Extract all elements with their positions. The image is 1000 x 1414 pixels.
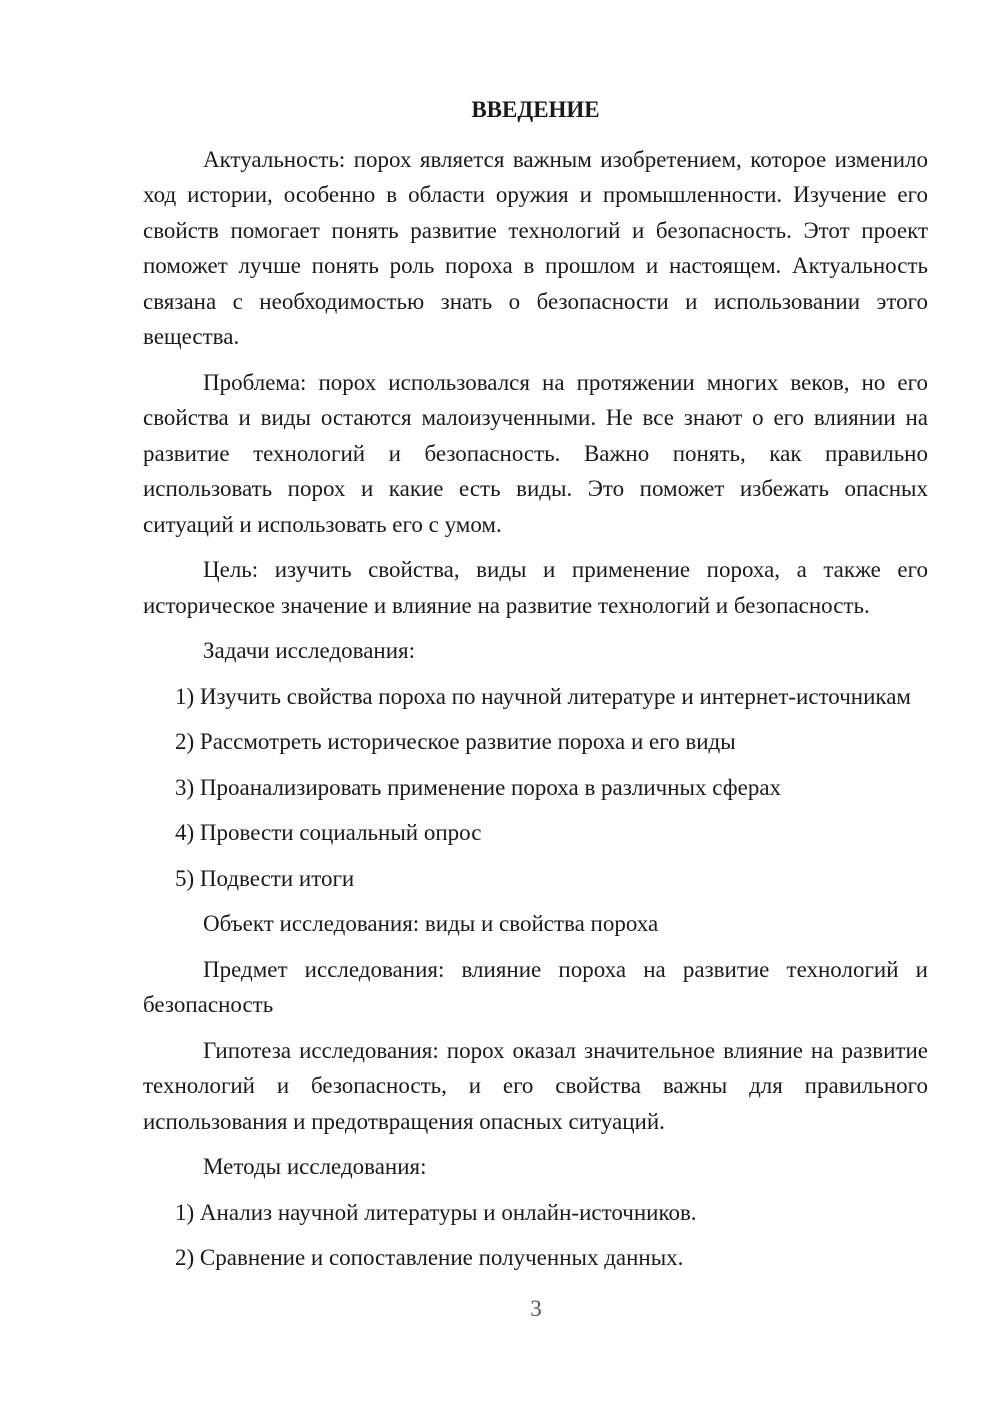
problem-paragraph: Проблема: порох использовался на протяжении многих веков, но его свойства и виды остаются малоизученными. Не все знают о его влиянии на развитие технологий и безопасность. Важно понять, как правильно использовать порох и какие есть виды. Это поможет избежать опасных ситуаций и использовать его с умом.: [143, 369, 928, 537]
page-number: 3: [530, 1296, 542, 1321]
methods-title: Методы исследования:: [203, 1154, 427, 1179]
task-item-2: 2) Рассмотреть историческое развитие пороха и его виды: [175, 729, 736, 754]
subject-paragraph: Предмет исследования: влияние пороха на развитие технологий и безопасность: [143, 956, 928, 1017]
hypothesis-paragraph: Гипотеза исследования: порох оказал значительное влияние на развитие технологий и безопасность, и его свойства важны для правильного использования и предотвращения опасных ситуаций.: [143, 1037, 928, 1134]
task-item-3: 3) Проанализировать применение пороха в различных сферах: [175, 774, 782, 800]
goal-paragraph: Цель: изучить свойства, виды и применение пороха, а также его историческое значение и влияние на развитие технологий и безопасность.: [143, 557, 928, 618]
tasks-title: Задачи исследования:: [203, 638, 416, 663]
page-title: ВВЕДЕНИЕ: [471, 97, 600, 122]
method-item-1: 1) Анализ научной литературы и онлайн-источников.: [175, 1199, 697, 1225]
task-item-5: 5) Подвести итоги: [175, 865, 355, 891]
object-paragraph: Объект исследования: виды и свойства пороха: [203, 911, 659, 936]
method-item-2: 2) Сравнение и сопоставление полученных данных.: [175, 1245, 684, 1270]
page-content: [143, 92, 928, 1286]
task-item-4: 4) Провести социальный опрос: [175, 820, 482, 845]
task-item-1: 1) Изучить свойства пороха по научной литературе и интернет-источникам: [175, 683, 911, 709]
relevance-paragraph: Актуальность: порох является важным изобретением, которое изменило ход истории, особенно в области оружия и промышленности. Изучение его свойств помогает понять развитие технологий и безопасность. Этот проект поможет лучше понять роль пороха в прошлом и настоящем. Актуальность связана с необходимостью знать о безопасности и использовании этого вещества.: [143, 146, 928, 349]
